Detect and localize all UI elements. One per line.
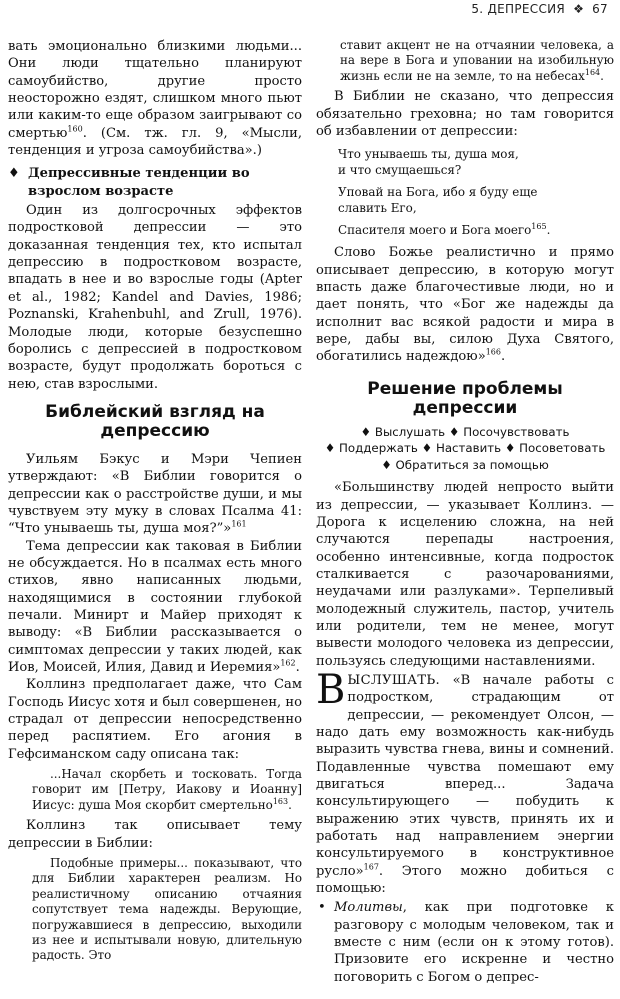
right-column [316, 38, 614, 986]
poem-line: Что унываешь ты, душа моя, [338, 147, 519, 162]
diamond-icon: ♦ [360, 424, 372, 439]
tool-item: ♦ Поддержать [324, 441, 418, 456]
footnote-ref[interactable]: 167 [363, 862, 379, 872]
header-text [471, 2, 608, 16]
paragraph: Уильям Бэкус и Мэри Чепиен утверждают: «В Библии говорится о депрессии как о расстройстве души, и мы чувствуем эту муку в словах Псалма 41: “Что унываешь ты, душа моя?”»$^{161}$ [8, 451, 302, 537]
ornament-icon: ❖ [573, 2, 585, 16]
diamond-icon: ♦ [381, 457, 392, 472]
diamond-icon: ♦ [504, 441, 516, 456]
tools-list [316, 424, 614, 474]
paragraph: вать эмоционально близкими людьми... Они люди тщательно планируют самоубийство, другие просто неосторожно ездят, слишком много пьют или каким-то еще образом заигрывают со смертью$^{160}$. (См. тж. гл. 9, «Мысли, тенденция и угроза самоубийства».) [8, 39, 302, 159]
run-in-heading: ЫСЛУШАТЬ. [347, 672, 440, 688]
poem-line: Уповай на Бога, ибо я буду еще [338, 185, 538, 200]
poem-line: и что смущаешься? [338, 163, 462, 178]
paragraph: В Библии не сказано, что депрессия обязательно греховна; но там говорится об избавлении от депрессии: [316, 89, 614, 139]
section-heading-solution: Решение проблемы депрессии [367, 378, 563, 418]
paragraph: Коллинз предполагает даже, что Сам Господь Иисус хотя и был совершенен, но страдал от депрессии непосредственно перед распятием. Его агония в Гефсиманском саду описана так: [8, 677, 302, 762]
running-header [0, 0, 620, 22]
diamond-icon: ♦ [8, 166, 20, 182]
poem-line: Спасителя моего и Бога моего$^{165}$. [338, 222, 551, 238]
paragraph: Слово Божье реалистично и прямо описывает депрессию, в которую могут впасть даже благочестивые люди, но и дает понять, что «Бог же надежды да исполнит вас всякой радости и мира в вере, дабы вы, силою Духа Святого, обогатились надеждою»$^{166}$. [316, 245, 614, 365]
paragraph: «Большинству людей непросто выйти из депрессии, — указывает Коллинз. — Дорога к исцелению сложна, на ней случаются перепады настроения, особенно интенсивные, когда подросток сталкивается с разочарованиями, неудачами или разлуками». Терпеливый молодежный служитель, пастор, учитель или родители, тем не менее, могут вывести молодого человека из депрессии, пользуясь следующими наставлениями. [316, 480, 614, 669]
footnote-ref[interactable]: 166 [485, 347, 501, 357]
paragraph: Тема депрессии как таковая в Библии не обсуждается. Но в псалмах есть много стихов, явно написанных людьми, находящимися в состоянии глубокой печали. Минирт и Майер приходят к выводу: «В Библии рассказывается о симптомах депрессии у таких людей, как Иов, Моисей, Илия, Давид и Иеремия»$^{162}$. [8, 538, 302, 675]
footnote-ref[interactable]: 163 [272, 796, 289, 806]
paragraph: Один из долгосрочных эффектов подростковой депрессии — это доказанная тенденция тех, кто испытал депрессию в подростковом возрасте, впадать в нее и во взрослые годы (Apter et al., 1982; Kandel and Davies, 1986; Poznanski, Krahenbuhl, and Zrull, 1976). Молодые люди, которые безуспешно боролись с депрессией в подростковом возрасте, будут продолжать бороться с нею, став взрослыми. [8, 203, 302, 392]
footnote-ref[interactable]: 162 [280, 658, 296, 668]
tool-item: ♦ Выслушать [360, 424, 446, 439]
paragraph: Коллинз так описывает тему депрессии в Библии: [8, 818, 302, 851]
tool-item: ♦ Наставить [421, 441, 502, 456]
tool-item: ♦ Посочувствовать [448, 424, 570, 439]
block-quote: Подобные примеры... показывают, что для Библии характерен реализм. Но реалистичному описанию отчаяния сопутствует тема надежды. Верующие, погружавшиеся в депрессию, выходили из нее и испытывали новую, длительную радость. Это [32, 855, 302, 963]
tool-item: ♦ Обратиться за помощью [381, 457, 549, 472]
diamond-icon: ♦ [448, 424, 460, 439]
left-column [8, 38, 302, 964]
diamond-icon: ♦ [421, 441, 433, 456]
subsection-heading: ♦ Депрессивные тенденции во взрослом возрасте [8, 166, 250, 199]
block-quote: ...Начал скорбеть и тосковать. Тогда говорит им [Петру, Иакову и Иоанну] Иисус: душа Моя скорбит смертельно$^{163}$. [32, 767, 302, 812]
footnote-ref[interactable]: 161 [231, 519, 247, 529]
paragraph-listen: ВЫСЛУШАТЬ. «В начале работы с подростком, страдающим от депрессии, — рекомендует Олсон, — надо дать ему возможность как-нибудь выразить чувства гнева, вины и сомнений. Подавленные чувства помешают ему двигаться вперед... Задача консультирующего — побудить к выражению этих чувств, принять их и работать над направлением энергии консультируемого в конструктивное русло»$^{167}$. Этого можно добиться с помощью: [316, 666, 614, 897]
block-quote: ставит акцент не на отчаянии человека, а на вере в Бога и уповании на изобильную жизнь если не на земле, то на небесах$^{164}$. [340, 38, 614, 83]
drop-cap: В [316, 666, 346, 713]
bullet-icon: • [318, 900, 326, 916]
footnote-ref[interactable]: 160 [67, 124, 83, 134]
footnote-ref[interactable]: 164 [584, 67, 601, 77]
tool-item: ♦ Посоветовать [504, 441, 606, 456]
chapter-title: 5. ДЕПРЕССИЯ [471, 2, 566, 16]
footnote-ref[interactable]: 165 [531, 222, 547, 232]
diamond-icon: ♦ [324, 441, 336, 456]
list-item: • Молитвы, как при подготовке к разговору с молодым человеком, так и вместе с ним (если он к этому готов). Призовите его искренне и честно поговорить с Богом о депрес- [318, 900, 614, 985]
section-heading-biblical: Библейский взгляд на депрессию [45, 401, 265, 441]
page-number: 67 [592, 2, 608, 16]
poem-line: славить Его, [338, 201, 417, 216]
